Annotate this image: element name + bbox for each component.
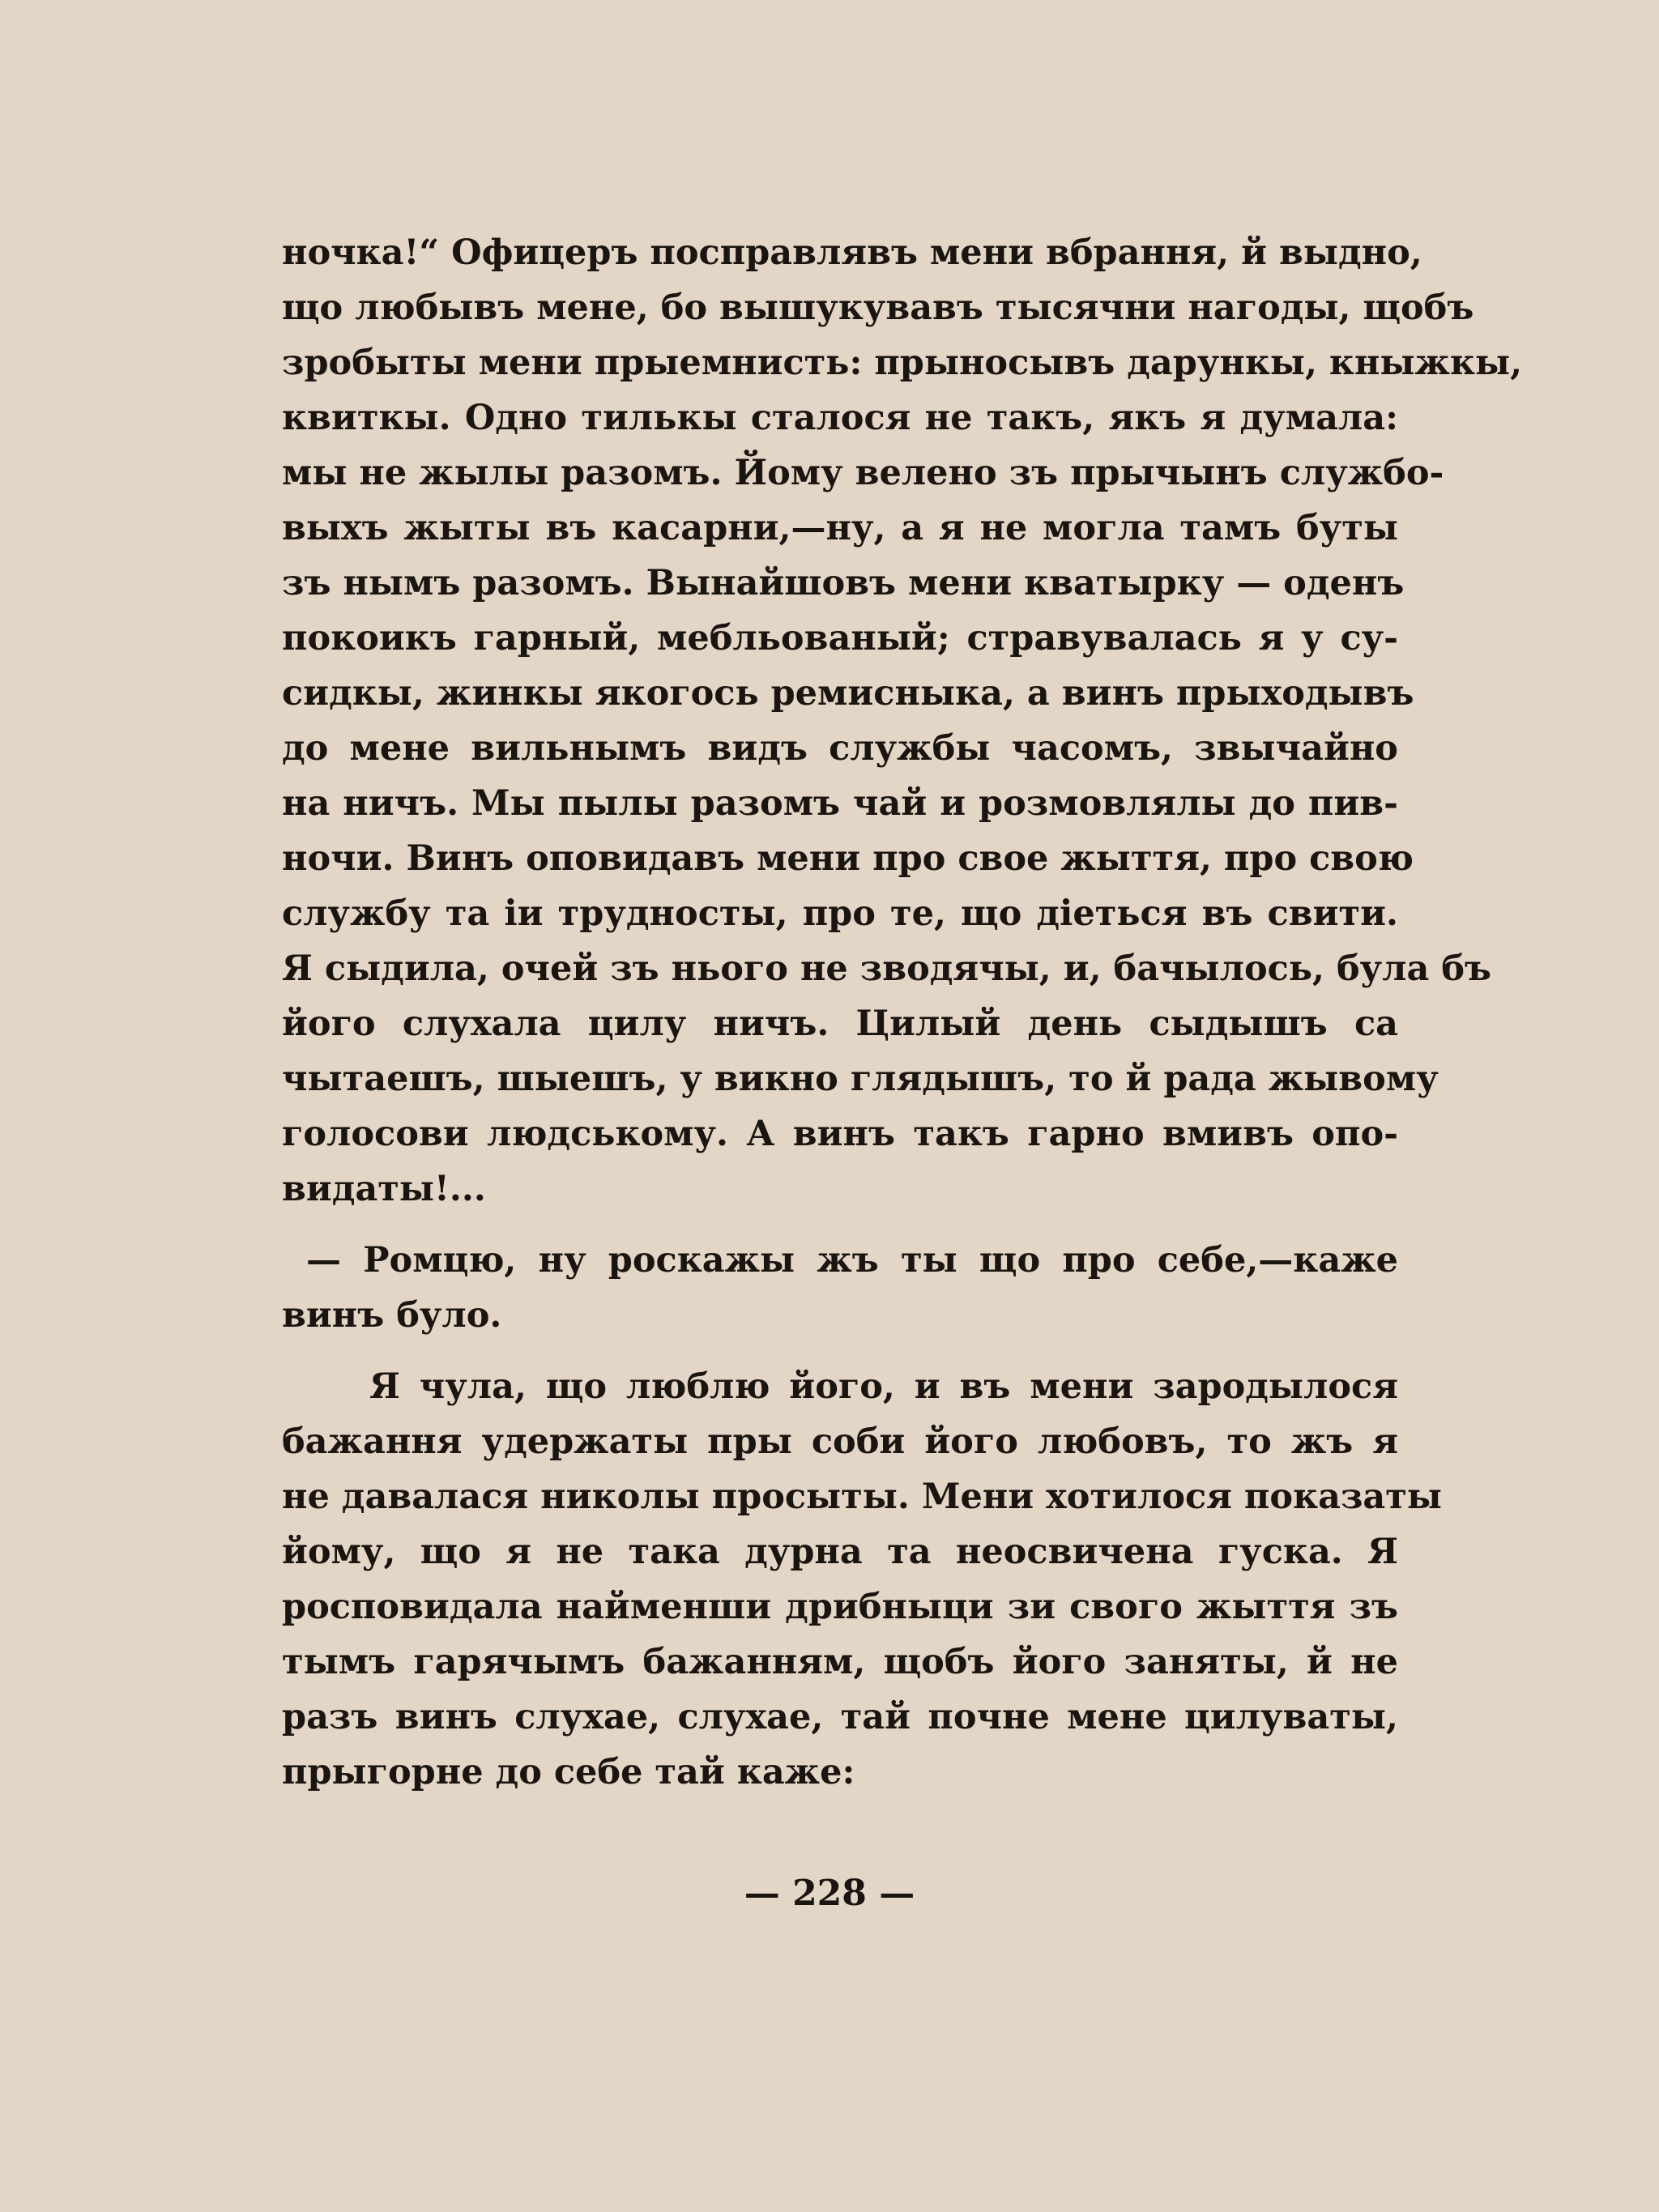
text-line: выхъ жыты въ касарни,—ну, а я не могла тамъ буты [282, 508, 1398, 548]
text-line: прыгорне до себе тай каже: [282, 1752, 855, 1792]
text-line: до мене вильнымъ видъ службы часомъ, звычайно [282, 728, 1398, 769]
text-line: бажання удержаты пры соби його любовъ, то жъ я [282, 1421, 1398, 1462]
text-line: — Ромцю, ну роскажы жъ ты що про себе,—каже [306, 1240, 1398, 1281]
text-line: сидкы, жинкы якогось ремисныка, а винъ прыходывъ [282, 673, 1414, 714]
paragraph-3 [282, 1359, 1443, 1800]
text-line: що любывъ мене, бо вышукувавъ тысячни нагоды, щобъ [282, 288, 1474, 328]
text-line: квиткы. Одно тилькы сталося не такъ, якъ я думала: [282, 398, 1398, 438]
body-text [282, 225, 1523, 1800]
text-line: його слухала цилу ничъ. Цилый день сыдышъ са [282, 1004, 1398, 1044]
text-line: ночи. Винъ оповидавъ мени про свое жыття, про свою [282, 838, 1414, 879]
text-line: чытаешъ, шыешъ, у викно глядышъ, то й рада жывому [282, 1059, 1439, 1099]
text-line: мы не жылы разомъ. Йому велено зъ прычынъ службо- [282, 453, 1444, 493]
text-line: ночка!“ Офицеръ посправлявъ мени вбрання, й выдно, [282, 232, 1422, 273]
text-line: на ничъ. Мы пылы разомъ чай и розмовлялы до пив- [282, 783, 1398, 824]
text-line: йому, що я не така дурна та неосвичена гуска. Я [282, 1532, 1398, 1572]
page-number: — 228 — [744, 1873, 915, 1914]
text-line: зробыты мени прыемнисть: прыносывъ дарункы, кныжкы, [282, 343, 1523, 383]
text-line: видаты!... [282, 1169, 486, 1209]
text-line: службу та іи трудносты, про те, що діеться въ свити. [282, 893, 1398, 934]
text-line: росповидала найменши дрибныци зи свого жыття зъ [282, 1587, 1398, 1627]
text-line: винъ було. [282, 1295, 502, 1336]
paragraph-2 [282, 1233, 1398, 1343]
text-line: голосови людському. А винъ такъ гарно вмивъ опо- [282, 1114, 1398, 1154]
paragraph-1 [282, 225, 1523, 1217]
text-line: не давалася николы просыты. Мени хотилося показаты [282, 1477, 1443, 1517]
text-line: Я сыдила, очей зъ нього не зводячы, и, бачылось, була бъ [282, 948, 1491, 989]
text-line: разъ винъ слухае, слухае, тай почне мене цилуваты, [282, 1697, 1398, 1737]
text-line: зъ нымъ разомъ. Вынайшовъ мени кватырку — оденъ [282, 563, 1405, 603]
text-line: Я чула, що люблю його, и въ мени зародылося [369, 1366, 1398, 1407]
text-line: тымъ гарячымъ бажанням, щобъ його заняты, й не [282, 1642, 1398, 1682]
text-line: покоикъ гарный, мебльованый; стравувалась я у су- [282, 618, 1398, 658]
